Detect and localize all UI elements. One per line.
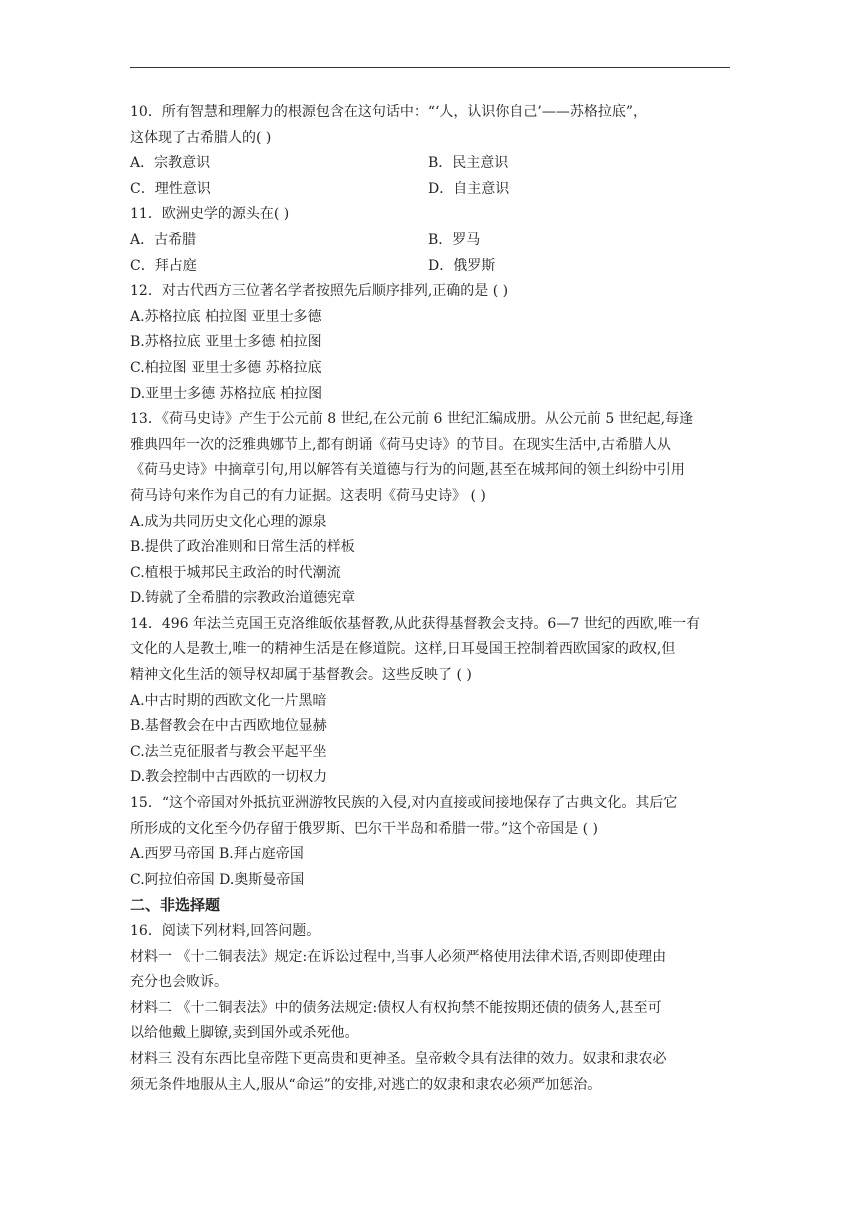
option-b: B.提供了政治准则和日常生活的样板 — [130, 539, 355, 556]
option-b: B．民主意识 — [428, 155, 509, 172]
material-line: 材料二 《十二铜表法》中的债务法规定:债权人有权拘禁不能按期还债的债务人,甚至可 — [130, 999, 662, 1016]
material-line: 以给他戴上脚镣,卖到国外或杀死他。 — [130, 1025, 359, 1042]
question-stem-line: 文化的人是教士,唯一的精神生活是在修道院。这样,日耳曼国王控制着西欧国家的政权,但 — [130, 641, 676, 658]
question-stem-line: 16．阅读下列材料,回答问题。 — [130, 923, 321, 939]
material-line: 材料三 没有东西比皇帝陛下更高贵和更神圣。皇帝敕令具有法律的效力。奴隶和隶农必 — [130, 1050, 667, 1067]
option-b: B.基督教会在中古西欧地位显赫 — [130, 718, 327, 735]
option-b: B.苏格拉底 亚里士多德 柏拉图 — [130, 334, 322, 351]
question-stem-line: 荷马诗句来作为自己的有力证据。这表明《荷马史诗》 ( ) — [130, 487, 486, 504]
option-ab: A.西罗马帝国 B.拜占庭帝国 — [130, 846, 304, 863]
option-a: A.成为共同历史文化心理的源泉 — [130, 513, 327, 530]
question-stem-line: 10．所有智慧和理解力的根源包含在这句话中：“‘人，认识你自己’——苏格拉底”， — [130, 104, 648, 120]
option-a: A．宗教意识 — [130, 155, 211, 172]
question-12 — [130, 279, 730, 407]
question-stem-line: 15．“这个帝国对外抵抗亚洲游牧民族的入侵,对内直接或间接地保存了古典文化。其后它 — [130, 795, 678, 812]
option-d: D.铸就了全希腊的宗教政治道德宪章 — [130, 590, 356, 607]
question-10 — [130, 100, 730, 202]
option-d: D．俄罗斯 — [428, 257, 496, 274]
question-stem-line: 12．对古代西方三位著名学者按照先后顺序排列,正确的是 ( ) — [130, 283, 509, 300]
option-row — [130, 177, 730, 203]
question-stem-line: 雅典四年一次的泛雅典娜节上,都有朗诵《荷马史诗》的节目。在现实生活中,古希腊人从 — [130, 436, 671, 453]
question-stem-line: 13．《荷马史诗》产生于公元前 8 世纪,在公元前 6 世纪汇编成册。从公元前 5 世纪起,每逢 — [130, 411, 694, 428]
question-stem-line: 《荷马史诗》中摘章引句,用以解答有关道德与行为的问题,甚至在城邦间的领土纠纷中引用 — [130, 462, 685, 479]
question-16 — [130, 919, 730, 1098]
option-a: A.苏格拉底 柏拉图 亚里士多德 — [130, 308, 322, 325]
question-13 — [130, 407, 730, 612]
option-d: D.亚里士多德 苏格拉底 柏拉图 — [130, 385, 323, 402]
option-c: C.柏拉图 亚里士多德 苏格拉底 — [130, 359, 322, 376]
question-stem-line: 14．496 年法兰克国王克洛维皈依基督教,从此获得基督教会支持。6—7 世纪的西欧,唯一有 — [130, 615, 701, 632]
question-stem-line: 这体现了古希腊人的( ) — [130, 129, 272, 146]
document-page — [130, 100, 730, 1098]
option-c: C.法兰克征服者与教会平起平坐 — [130, 743, 327, 760]
option-a: A.中古时期的西欧文化一片黑暗 — [130, 692, 327, 709]
question-11 — [130, 202, 730, 279]
option-b: B．罗马 — [428, 231, 481, 248]
header-rule — [130, 67, 730, 68]
option-a: A．古希腊 — [130, 231, 197, 248]
question-stem-line: 精神文化生活的领导权却属于基督教会。这些反映了 ( ) — [130, 667, 472, 684]
question-14 — [130, 612, 730, 791]
option-row — [130, 254, 730, 280]
question-stem-line: 11．欧洲史学的源头在( ) — [130, 206, 290, 223]
option-c: C．拜占庭 — [130, 257, 197, 274]
option-c: C.植根于城邦民主政治的时代潮流 — [130, 564, 341, 581]
material-line: 材料一 《十二铜表法》规定:在诉讼过程中,当事人必须严格使用法律术语,否则即使理由 — [130, 948, 667, 965]
question-stem-line: 所形成的文化至今仍存留于俄罗斯、巴尔干半岛和希腊一带。”这个帝国是 ( ) — [130, 820, 598, 837]
question-15 — [130, 791, 730, 893]
option-row — [130, 151, 730, 177]
option-d: D．自主意识 — [428, 180, 510, 197]
section-title: 二、非选择题 — [130, 896, 221, 915]
material-line: 充分也会败诉。 — [130, 974, 228, 991]
option-row — [130, 228, 730, 254]
option-c: C．理性意识 — [130, 180, 211, 197]
material-line: 须无条件地服从主人,服从“命运”的安排,对逃亡的奴隶和隶农必须严加惩治。 — [130, 1076, 602, 1093]
option-d: D.教会控制中古西欧的一切权力 — [130, 769, 328, 786]
option-cd: C.阿拉伯帝国 D.奥斯曼帝国 — [130, 871, 305, 888]
